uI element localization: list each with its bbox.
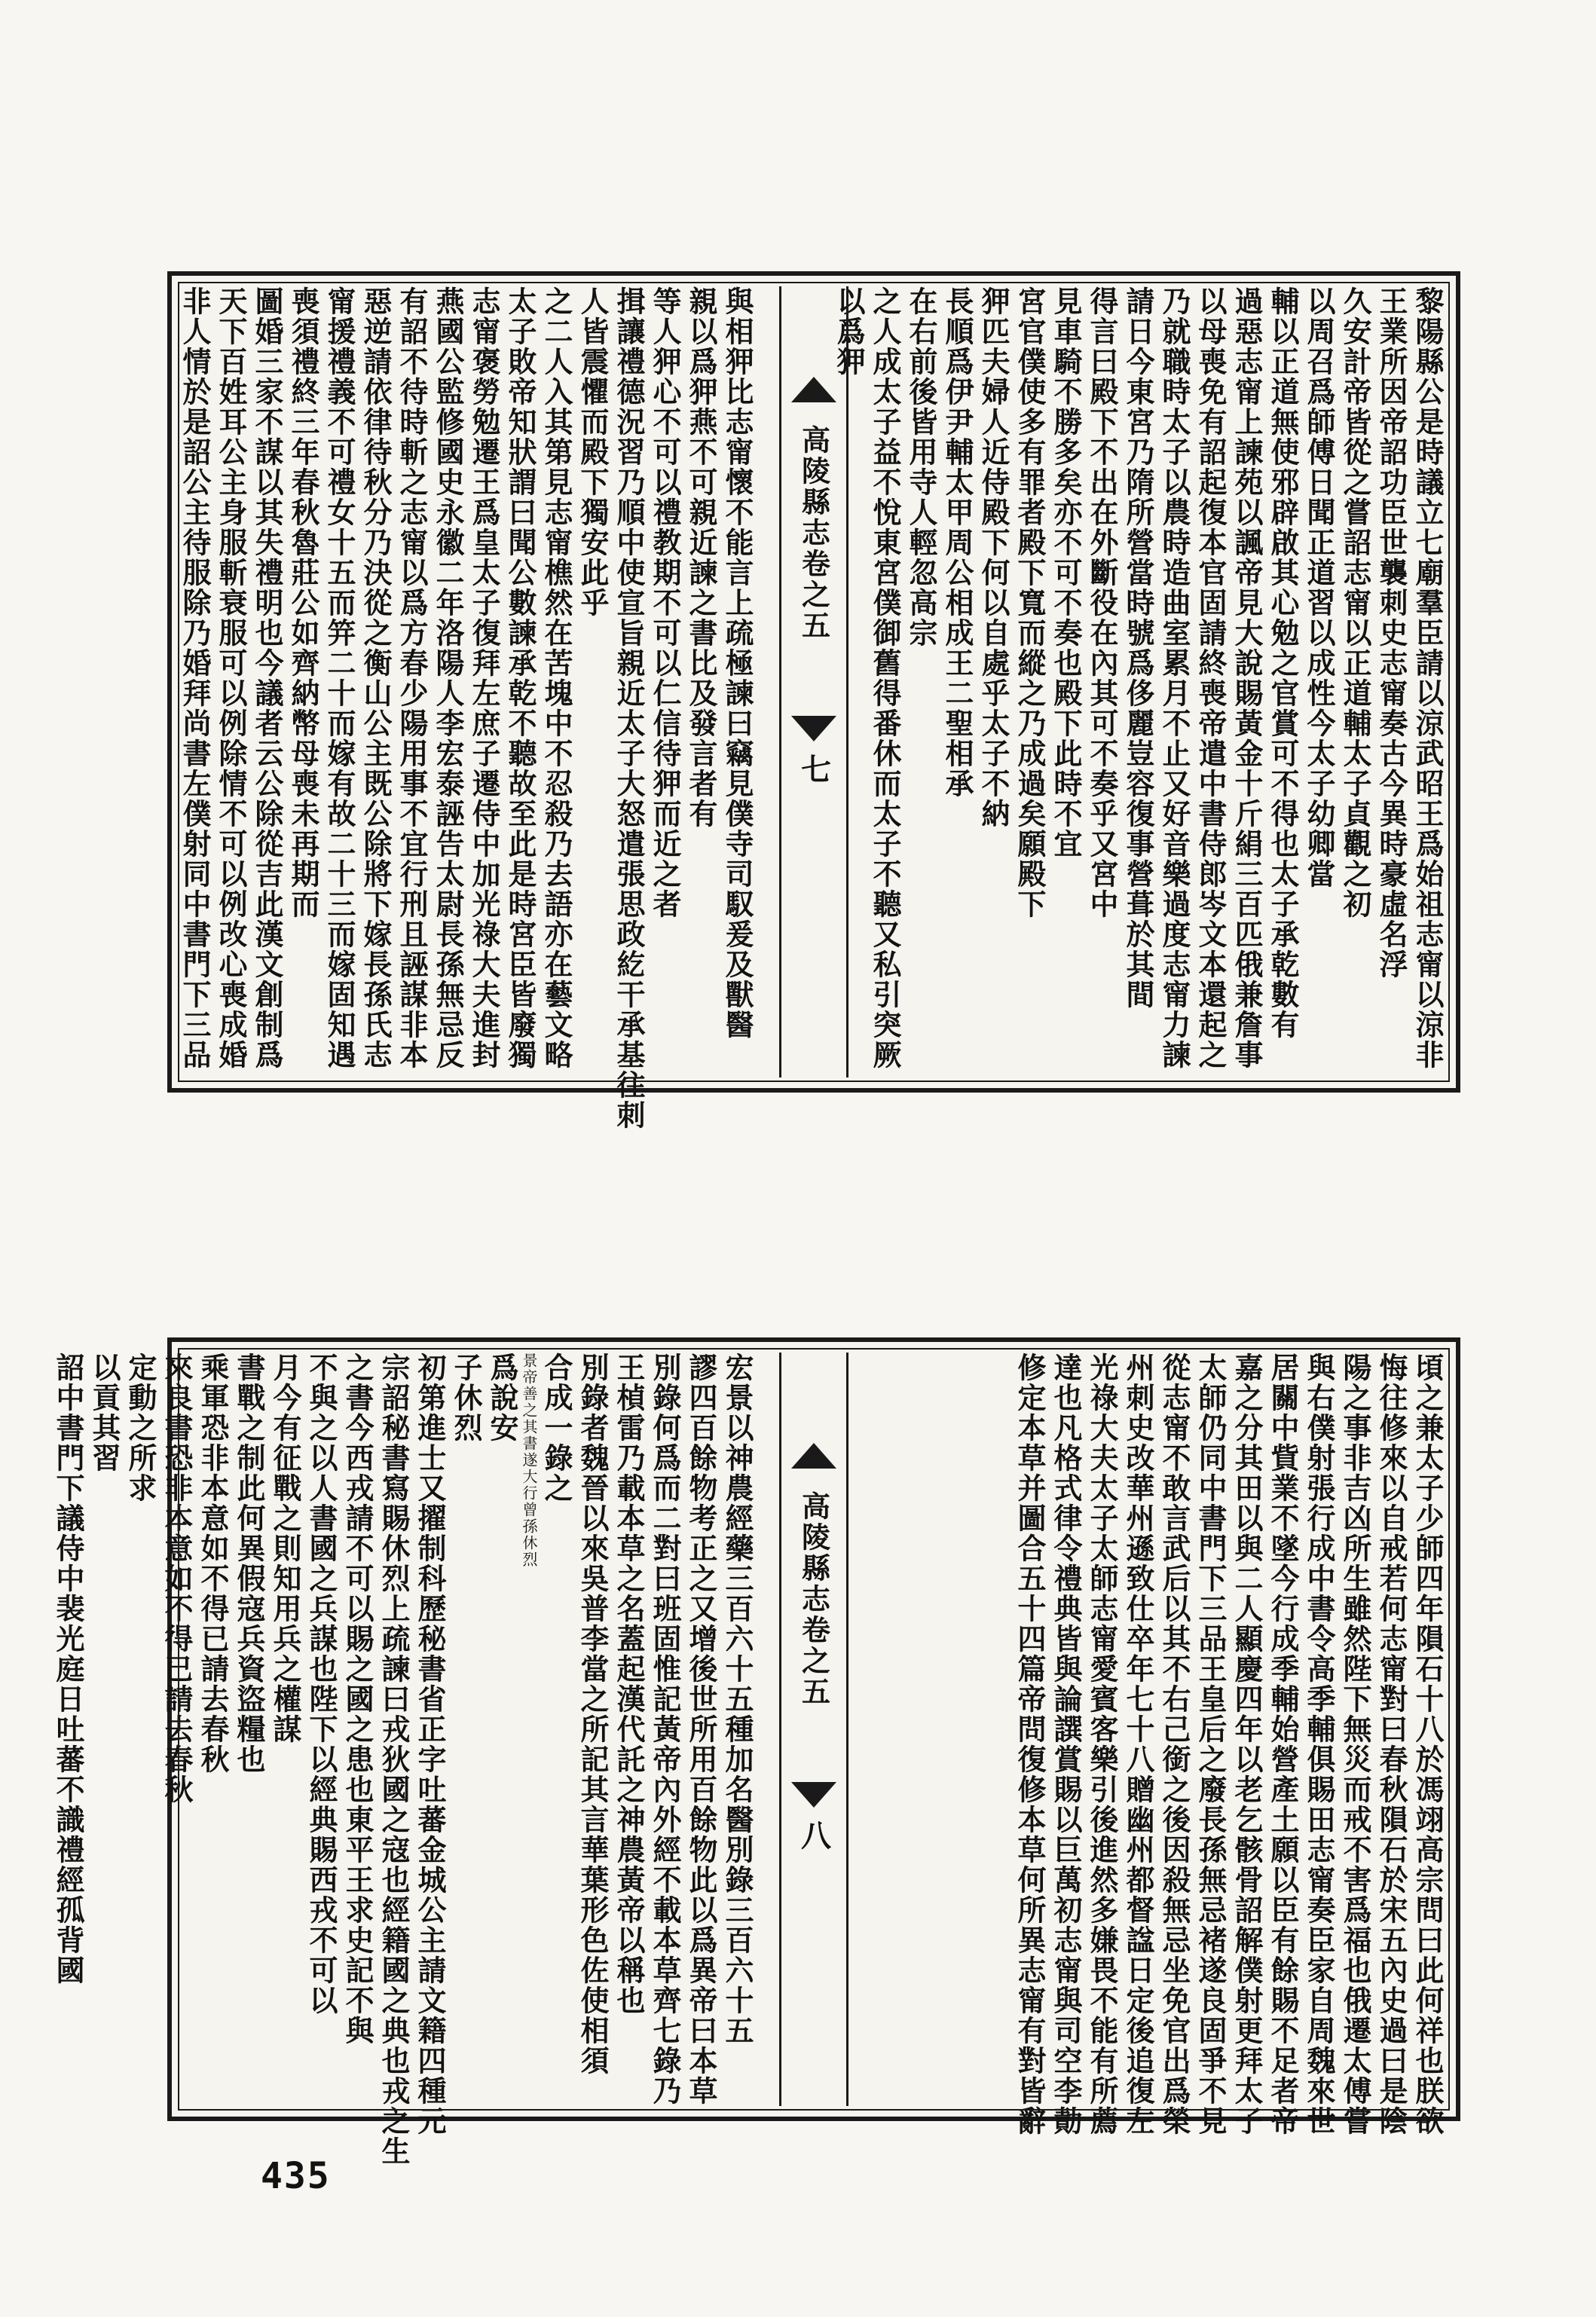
text-column: 州刺史改華州遜致仕卒年七十八贈幽州都督諡日定後追復左 bbox=[1121, 1353, 1155, 2136]
text-column: 修定本草并圖合五十四篇帝問復修本草何所異志甯有對皆辭 bbox=[1013, 1353, 1047, 2136]
text-column: 太師仍同中書門下三品王皇后之廢長孫無忌褚遂良固爭不見 bbox=[1194, 1353, 1228, 2136]
text-column: 之書今西戎請不可以賜之國之患也東平王求史記不與 bbox=[341, 1353, 375, 2046]
text-column: 以貢其習 bbox=[87, 1353, 121, 1473]
text-column: 王業所因帝詔功臣世襲刺史志甯奏古今異時豪虛名浮 bbox=[1374, 286, 1408, 980]
inline-note-column: 景帝善之其書遂大行曾孫休烈 bbox=[520, 1353, 538, 1568]
text-column: 合成一錄之 bbox=[540, 1353, 573, 1503]
text-column: 來良書恐非本意如不得已請去春秋 bbox=[160, 1353, 194, 1805]
text-column: 狎匹夫婦人近侍殿下何以自處乎太子不納 bbox=[977, 286, 1010, 829]
fish-tail-top-icon bbox=[791, 377, 836, 402]
bottom-right-text-block bbox=[873, 1353, 1445, 2136]
text-column: 得言曰殿下不出在外斷役在內其可不奏乎又宮中 bbox=[1085, 286, 1119, 919]
text-column: 乘軍恐非本意如不得已請去春秋 bbox=[196, 1353, 230, 1774]
text-column: 見車騎不勝多矣亦不可不奏也殿下此時不宜 bbox=[1049, 286, 1083, 859]
fish-tail-top-icon bbox=[791, 1443, 836, 1469]
text-column: 過惡志甯上諫苑以諷帝見大說賜黃金十斤絹三百匹俄兼詹事 bbox=[1230, 286, 1264, 1070]
text-column: 喪須禮終三年春秋魯莊公如齊納幣母喪未再期而 bbox=[286, 286, 320, 919]
text-column: 別錄何爲而二對曰班固惟記黃帝內外經不載本草齊七錄乃 bbox=[648, 1353, 682, 2106]
text-column: 在右前後皆用寺人輕忽高宗 bbox=[904, 286, 938, 648]
text-column: 以周召爲師傅日聞正道習以成性今太子幼卿當 bbox=[1302, 286, 1336, 889]
text-column: 天下百姓耳公主身服斬衰服可以例除情不可以例改心喪成婚 bbox=[214, 286, 248, 1070]
text-column: 達也凡格式律令禮典皆與論譔賞賜以巨萬初志甯與司空李勣 bbox=[1049, 1353, 1083, 2136]
text-column: 從志甯不敢言武后以其不右己銜之後因殺無忌坐免官出爲榮 bbox=[1157, 1353, 1191, 2136]
text-column: 宗詔秘書寫賜休烈上疏諫曰戎狄國之寇也經籍國之典也戎之生 bbox=[377, 1353, 411, 2166]
text-column: 人皆震懼而殿下獨安此乎 bbox=[576, 286, 610, 618]
text-column: 光祿大夫太子太師志甯愛賓客樂引後進然多嫌畏不能有所薦 bbox=[1085, 1353, 1119, 2136]
top-left-text-block bbox=[178, 286, 755, 1130]
text-column: 定動之所求 bbox=[124, 1353, 157, 1503]
top-volume-title: 高陵縣志卷之五 bbox=[793, 422, 835, 644]
bottom-left-text-block bbox=[51, 1353, 755, 2166]
page-number: 435 bbox=[261, 2155, 331, 2197]
text-column: 宮官僕使多有罪者殿下寬而縱之乃成過矣願殿下 bbox=[1013, 286, 1047, 919]
text-column: 黎陽縣公是時議立七廟羣臣請以涼武昭王爲始祖志甯以涼非 bbox=[1411, 286, 1445, 1070]
text-column: 長順爲伊尹輔太甲周公相成王二聖相承 bbox=[940, 286, 974, 799]
text-column: 非人情於是詔公主待服除乃婚拜尚書左僕射同中書門下三品 bbox=[178, 286, 212, 1070]
bottom-page bbox=[51, 1337, 1460, 2166]
text-column: 頃之兼太子少師四年隕石十八於馮翊高宗問曰此何祥也朕欲 bbox=[1411, 1353, 1445, 2136]
text-column: 悔往修來以自戒若何志甯對曰春秋隕石於宋五內史過曰是陰 bbox=[1374, 1353, 1408, 2136]
fish-tail-bottom-icon bbox=[791, 716, 836, 741]
bottom-center-strip bbox=[779, 1353, 848, 2106]
text-column: 初第進士又擢制科歷秘書省正字吐蕃金城公主請文籍四種元 bbox=[413, 1353, 447, 2136]
text-column: 圖婚三家不謀以其失禮明也今議者云公除從吉此漢文創制爲 bbox=[250, 286, 284, 1070]
text-column: 有詔不待時斬之志甯以爲方春少陽用事不宜行刑且誣謀非本 bbox=[395, 286, 429, 1070]
text-column: 燕國公監修國史永徽二年洛陽人李宏泰誣告太尉長孫無忌反 bbox=[431, 286, 465, 1070]
text-column: 陽之事非吉凶所生雖然陛下無災而戒不害爲福也俄遷太傅嘗 bbox=[1338, 1353, 1372, 2136]
text-column: 詔中書門下議侍中裴光庭日吐蕃不識禮經孤背國 bbox=[51, 1353, 85, 1985]
text-column: 書戰之制此何異假寇兵資盜糧也 bbox=[232, 1353, 266, 1774]
top-folio-number: 七 bbox=[796, 753, 832, 784]
bottom-volume-title: 高陵縣志卷之五 bbox=[793, 1488, 835, 1710]
fish-tail-bottom-icon bbox=[791, 1782, 836, 1808]
bottom-folio-number: 八 bbox=[796, 1820, 832, 1850]
text-column: 以爲狎 bbox=[832, 286, 866, 377]
text-column: 請日今東宮乃隋所營當時號爲侈麗豈容復事營葺於其間 bbox=[1121, 286, 1155, 1010]
top-center-strip bbox=[779, 286, 848, 1077]
text-column: 謬四百餘物考正之又增後世所用百餘物此以爲異帝曰本草 bbox=[684, 1353, 718, 2106]
text-column: 之二人入其第見志甯樵然在苦塊中不忍殺乃去語亦在藝文略 bbox=[540, 286, 573, 1070]
text-column: 揖讓禮德況習乃順中使宣旨親近太子大怒遣張思政紇干承基往刺 bbox=[612, 286, 646, 1130]
text-column: 志甯褒勞勉遷王爲皇太子復拜左庶子遷侍中加光祿大夫進封 bbox=[467, 286, 501, 1070]
text-column: 別錄者魏晉以來吳普李當之所記其言華葉形色佐使相須 bbox=[576, 1353, 610, 2076]
text-column: 甯援禮義不可禮女十五而笄二十而嫁有故二十三而嫁固知遇 bbox=[323, 286, 356, 1070]
text-column: 以母喪免有詔起復本官固請終喪帝遣中書侍郎岑文本還起之 bbox=[1194, 286, 1228, 1070]
text-column: 久安計帝皆從之嘗詔志甯以正道輔太子貞觀之初 bbox=[1338, 286, 1372, 919]
text-column: 等人狎心不可以禮教期不可以仁信待狎而近之者 bbox=[648, 286, 682, 919]
text-column: 嘉之分其田以與二人顯慶四年以老乞骸骨詔解僕射更拜太子 bbox=[1230, 1353, 1264, 2136]
text-column: 親以爲狎燕不可親近諫之書比及發言者有 bbox=[684, 286, 718, 829]
text-column: 輔以正道無使邪辟啟其心勉之官賞可不得也太子承乾數有 bbox=[1266, 286, 1300, 1040]
text-column: 與相狎比志甯懷不能言上疏極諫曰竊見僕寺司馭爰及獸醫 bbox=[720, 286, 754, 1040]
text-column: 王楨雷乃載本草之名蓋起漢代託之神農黃帝以稱也 bbox=[612, 1353, 646, 2016]
text-column: 之人成太子益不悅東宮僕御舊得番休而太子不聽又私引突厥 bbox=[868, 286, 902, 1070]
top-page bbox=[167, 271, 1460, 1130]
text-column: 宏景以神農經藥三百六十五種加名醫別錄三百六十五 bbox=[720, 1353, 754, 2046]
text-column: 子休烈 bbox=[449, 1353, 483, 1443]
text-column: 太子敗帝知狀謂曰聞公數諫承乾不聽故至此是時宮臣皆廢獨 bbox=[503, 286, 537, 1070]
text-column: 惡逆請依律待秋分乃決從之衡山公主既公除將下嫁長孫氏志 bbox=[359, 286, 393, 1070]
top-right-text-block bbox=[832, 286, 1445, 1077]
text-column: 不與之以人書國之兵謀也陛下以經典賜西戎不可以 bbox=[304, 1353, 338, 2016]
text-column: 與右僕射張行成中書令高季輔俱賜田志甯奏臣家自周魏來世 bbox=[1302, 1353, 1336, 2136]
text-column: 居關中貲業不墜今行成季輔始營產土願以臣有餘賜不足者帝 bbox=[1266, 1353, 1300, 2136]
text-column: 乃就職時太子以農時造曲室累月不止又好音樂過度志甯力諫 bbox=[1157, 286, 1191, 1070]
text-column: 月今有征戰之則知用兵之權謀 bbox=[268, 1353, 302, 1744]
text-column: 爲說安 bbox=[485, 1353, 519, 1443]
